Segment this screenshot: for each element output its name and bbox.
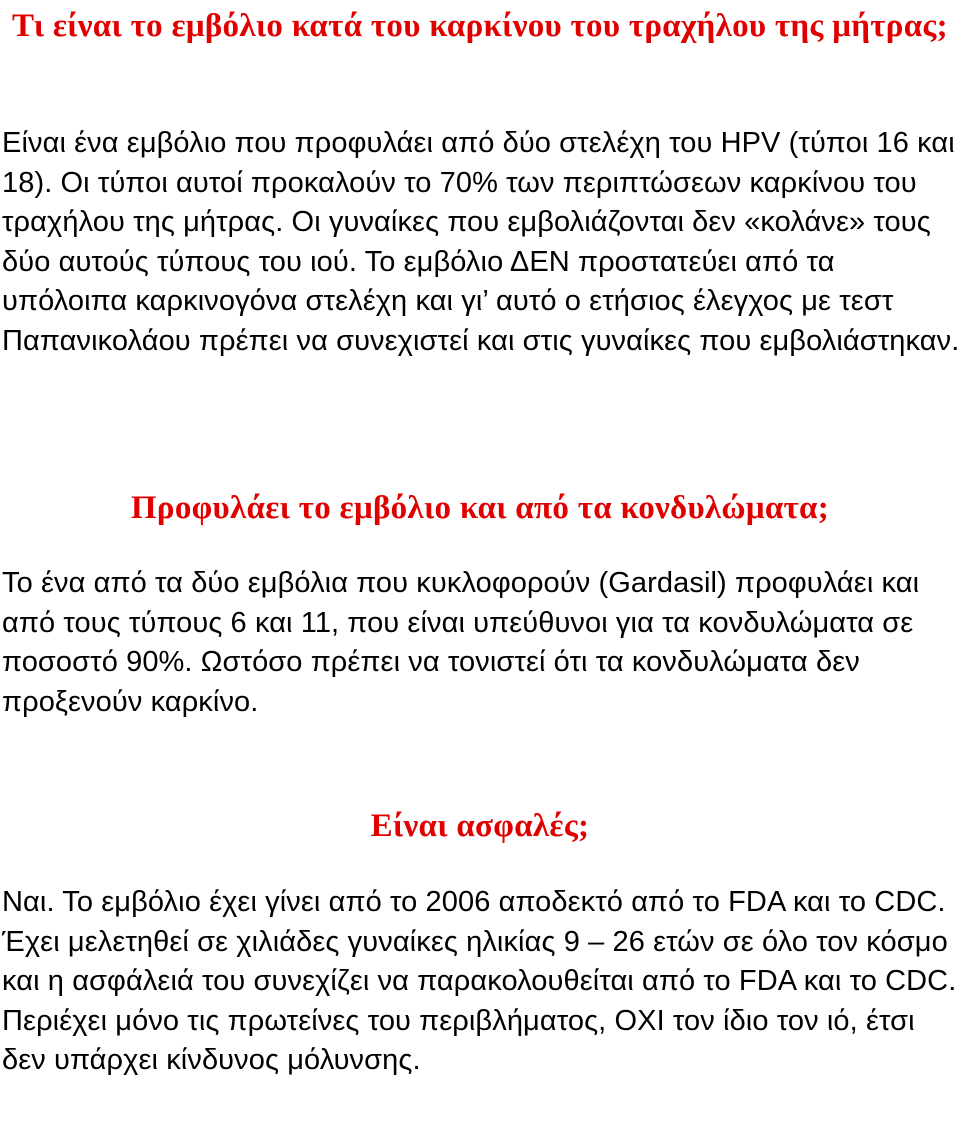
section-text-what-is-vaccine: Είναι ένα εμβόλιο που προφυλάει από δύο στελέχη του HPV (τύποι 16 και 18). Οι τύποι αυτοί προκαλούν το 70% των περιπτώσεων καρκίνου του τραχήλου της μήτρας. Οι γυναίκες που εμβολιάζονται δεν «κολάνε» τους δύο αυτούς τύπους του ιού. Το εμβόλιο ΔΕΝ προστατεύει από τα υπόλοιπα καρκινογόνα στελέχη και γι’ αυτό ο ετήσιος έλεγχος με τεστ Παπανικολάου πρέπει να συνεχιστεί και στις γυναίκες που εμβολιάστηκαν.	[2, 127, 960, 357]
section-text-warts-protection: Το ένα από τα δύο εμβόλια που κυκλοφορούν (Gardasil) προφυλάει και από τους τύπους 6 και 11, που είναι υπεύθυνοι για τα κονδυλώματα σε ποσοστό 90%. Ωστόσο πρέπει να τονιστεί ότι τα κονδυλώματα δεν προξενούν καρκίνο.	[2, 567, 920, 718]
section-heading-what-is-vaccine: Τι είναι το εμβόλιο κατά του καρκίνου του τραχήλου της μήτρας;	[12, 8, 948, 44]
section-text-safety: Ναι. Το εμβόλιο έχει γίνει από το 2006 αποδεκτό από το FDA και το CDC. Έχει μελετηθεί σε χιλιάδες γυναίκες ηλικίας 9 – 26 ετών σε όλο τον κόσμο και η ασφάλειά του συνεχίζει να παρακολουθείται από το FDA και το CDC. Περιέχει μόνο τις πρωτείνες του περιβλήματος, ΟΧΙ τον ίδιο τον ιό, έτσι δεν υπάρχει κίνδυνος μόλυνσης.	[2, 886, 957, 1076]
section-heading-safety: Είναι ασφαλές;	[370, 808, 590, 844]
section-heading-warts-protection: Προφυλάει το εμβόλιο και από τα κονδυλώματα;	[130, 490, 830, 526]
